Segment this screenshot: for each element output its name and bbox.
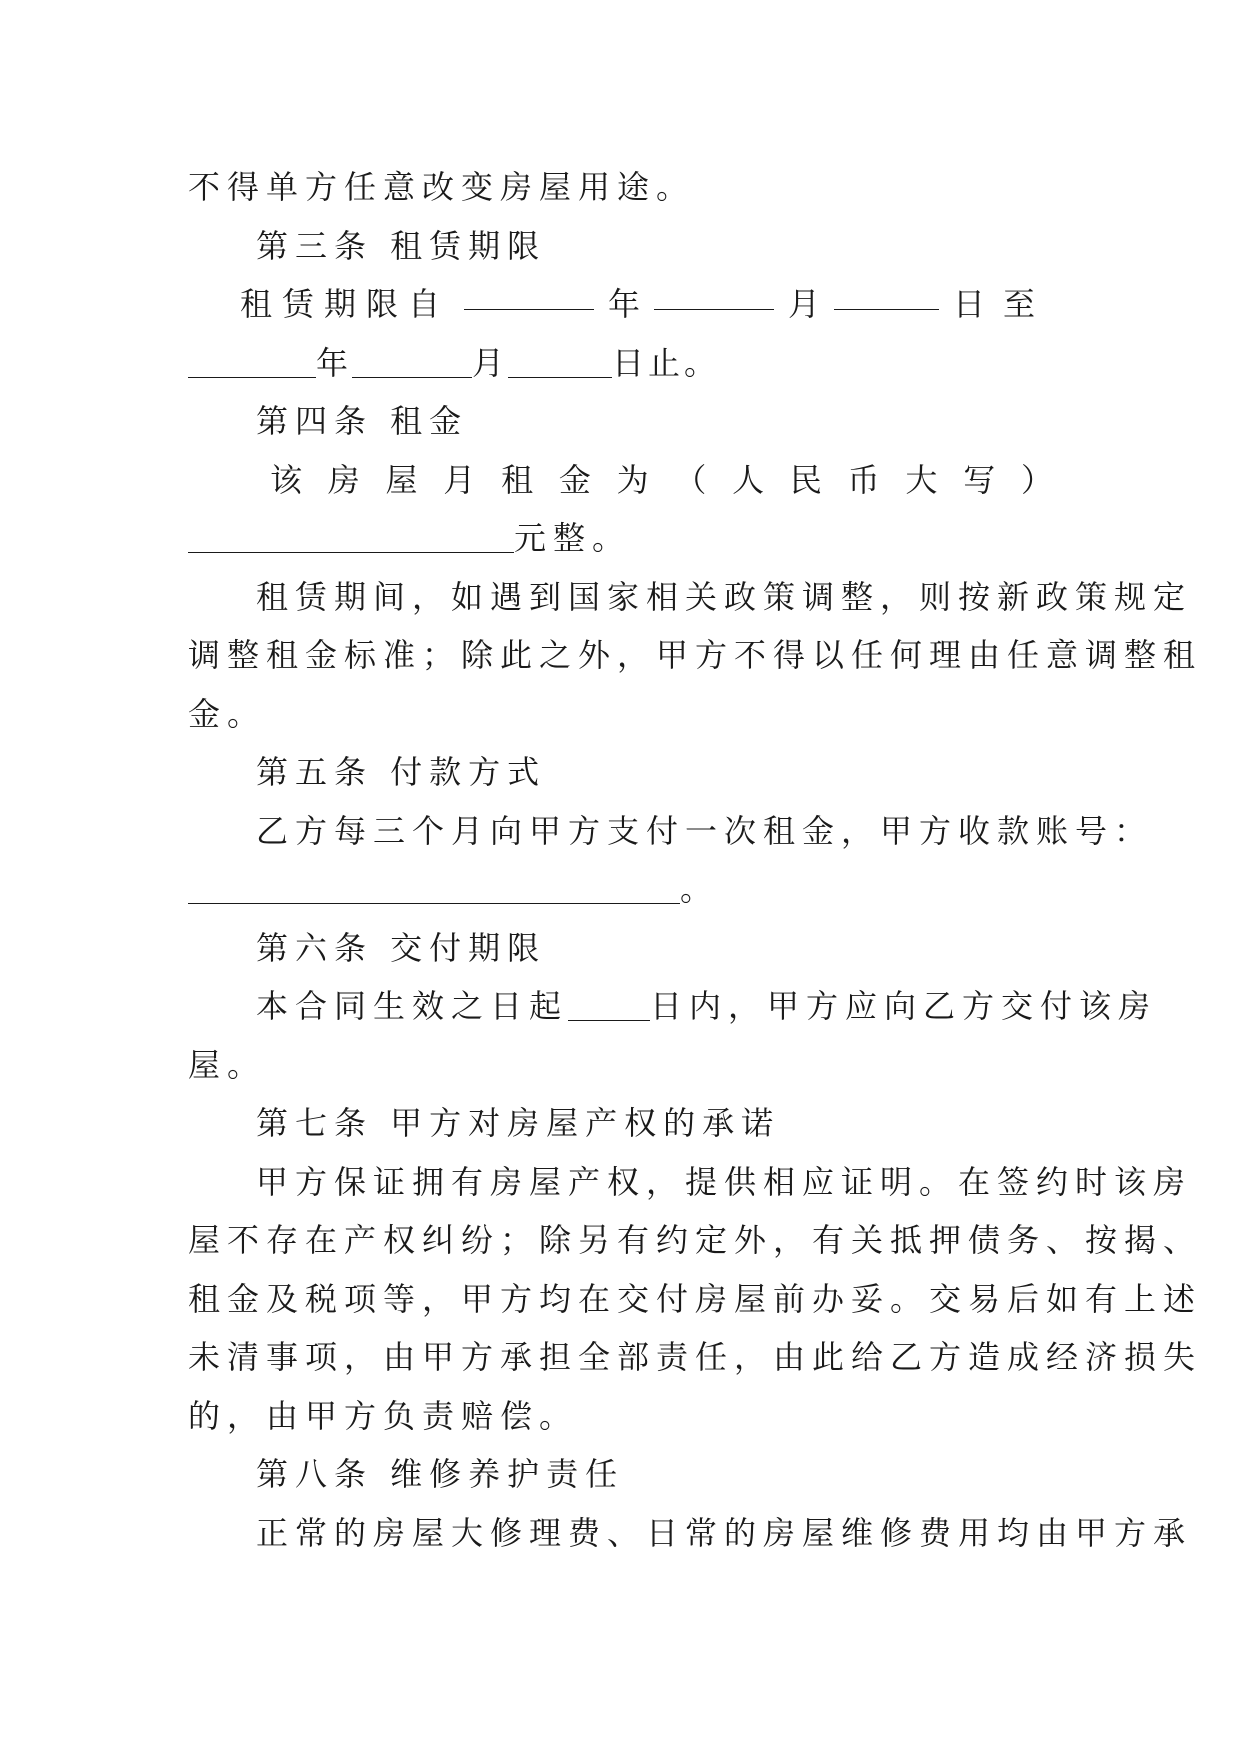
rent-char: 民 bbox=[789, 460, 822, 499]
text-line bbox=[188, 1211, 1203, 1270]
rent-amount-blank[interactable] bbox=[188, 518, 514, 553]
rent-amount-line bbox=[188, 451, 1053, 510]
rent-char: 为 bbox=[616, 460, 649, 499]
paragraph-text: 租金及税项等，甲方均在交付房屋前办妥。交易后如有上述 bbox=[188, 1279, 1203, 1318]
lease-term-line bbox=[188, 275, 1053, 334]
paragraph-text: 不得单方任意改变房屋用途。 bbox=[188, 168, 696, 206]
article-6-title: 第六条 交付期限 bbox=[256, 928, 547, 967]
text-line bbox=[188, 1270, 1203, 1329]
rent-char: 租 bbox=[501, 460, 534, 499]
rent-amount-tail: 元整。 bbox=[514, 519, 632, 557]
rent-char: 屋 bbox=[385, 460, 418, 499]
year-label: 年 bbox=[316, 343, 353, 382]
rent-char: 人 bbox=[732, 460, 765, 499]
account-line bbox=[188, 860, 1053, 919]
text-line bbox=[188, 1153, 1193, 1212]
text-line bbox=[188, 1328, 1203, 1387]
contract-page bbox=[188, 158, 1203, 1562]
text-line bbox=[188, 977, 1158, 1036]
article-7-title: 第七条 甲方对房屋产权的承诺 bbox=[256, 1104, 781, 1142]
paragraph-text: 本合同生效之日起 bbox=[256, 987, 569, 1025]
paragraph-text: 的，由甲方负责赔偿。 bbox=[188, 1396, 579, 1435]
article-3-title: 第三条 租赁期限 bbox=[256, 226, 547, 265]
article-heading bbox=[188, 919, 1053, 978]
end-day-blank[interactable] bbox=[508, 343, 612, 378]
rent-char: 该 bbox=[270, 460, 303, 499]
paragraph-text: 金。 bbox=[188, 694, 267, 733]
paragraph-text: 未清事项，由甲方承担全部责任，由此给乙方造成经济损失 bbox=[188, 1338, 1203, 1376]
paragraph-text: 甲方保证拥有房屋产权，提供相应证明。在签约时该房 bbox=[256, 1162, 1193, 1201]
text-line bbox=[188, 802, 1154, 861]
rent-char: 写 bbox=[963, 460, 996, 499]
delivery-days-blank[interactable] bbox=[568, 986, 650, 1021]
start-day-blank[interactable] bbox=[834, 275, 939, 310]
article-heading bbox=[188, 392, 1053, 451]
text-line bbox=[188, 1504, 1193, 1563]
rent-char: 币 bbox=[847, 460, 880, 499]
rent-char: 房 bbox=[327, 460, 360, 499]
text-line bbox=[188, 1036, 1053, 1095]
article-5-title: 第五条 付款方式 bbox=[256, 753, 547, 791]
account-tail: 。 bbox=[680, 870, 720, 908]
lease-term-label: 租赁期限自 bbox=[240, 285, 451, 323]
start-year-blank[interactable] bbox=[464, 275, 594, 310]
rent-char: 大 bbox=[905, 460, 938, 499]
article-heading bbox=[188, 1094, 1053, 1153]
paragraph-text: 日内，甲方应向乙方交付该房 bbox=[650, 987, 1158, 1025]
paragraph-text: 乙方每三个月向甲方支付一次租金，甲方收款账号： bbox=[256, 811, 1154, 850]
article-heading bbox=[188, 743, 1053, 802]
paragraph-text: 正常的房屋大修理费、日常的房屋维修费用均由甲方承 bbox=[256, 1513, 1193, 1552]
text-line bbox=[188, 158, 1053, 217]
paragraph-text: 屋不存在产权纠纷；除另有约定外，有关抵押债务、按揭、 bbox=[188, 1221, 1203, 1259]
paragraph-text: 屋。 bbox=[188, 1045, 267, 1084]
paragraph-text: 租赁期间，如遇到国家相关政策调整，则按新政策规定 bbox=[256, 577, 1193, 616]
month-label: 月 bbox=[472, 343, 509, 382]
text-line bbox=[188, 1387, 1053, 1446]
day-end-label: 日止。 bbox=[612, 343, 721, 382]
rent-amount-line-2 bbox=[188, 509, 1053, 568]
start-month-blank[interactable] bbox=[654, 275, 774, 310]
article-8-title: 第八条 维修养护责任 bbox=[256, 1455, 625, 1493]
article-heading bbox=[188, 1445, 1053, 1504]
end-year-blank[interactable] bbox=[188, 343, 316, 378]
lease-term-line-2 bbox=[188, 334, 1053, 393]
day-to-label: 日至 bbox=[952, 285, 1053, 323]
article-4-title: 第四条 租金 bbox=[256, 402, 469, 440]
text-line bbox=[188, 685, 1053, 744]
paragraph-text: 调整租金标准；除此之外，甲方不得以任何理由任意调整租 bbox=[188, 636, 1203, 674]
year-label: 年 bbox=[607, 285, 640, 323]
rent-char: （ bbox=[674, 460, 707, 499]
rent-char: 月 bbox=[443, 460, 476, 499]
article-heading bbox=[188, 217, 1053, 276]
text-line bbox=[188, 568, 1193, 627]
account-number-blank[interactable] bbox=[188, 869, 680, 904]
end-month-blank[interactable] bbox=[352, 343, 472, 378]
rent-char: ） bbox=[1020, 460, 1053, 499]
text-line bbox=[188, 626, 1203, 685]
month-label: 月 bbox=[787, 285, 820, 323]
rent-char: 金 bbox=[558, 460, 591, 499]
